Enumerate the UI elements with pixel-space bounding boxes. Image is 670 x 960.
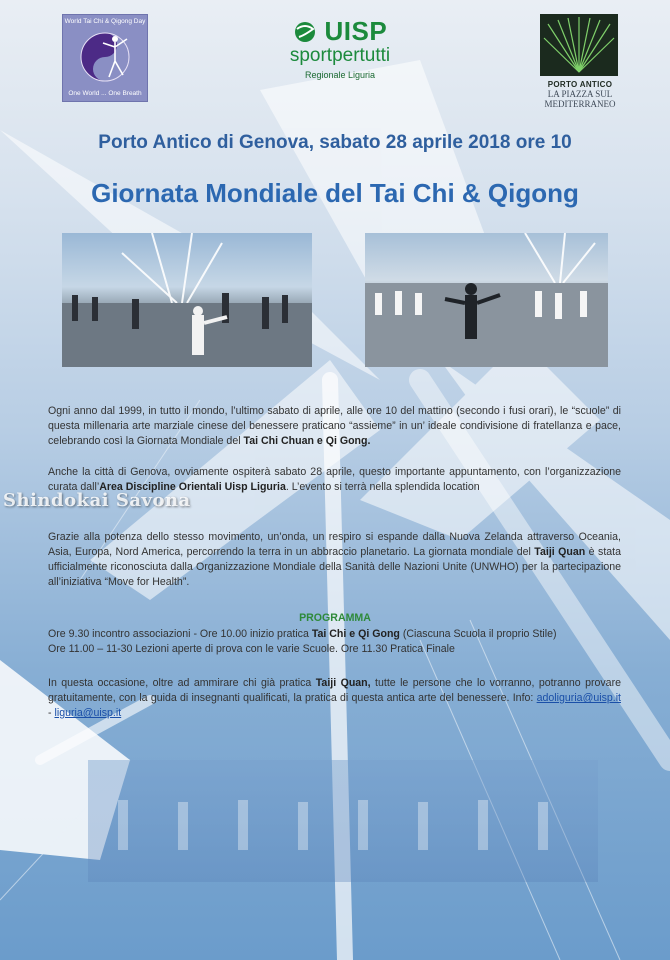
paragraph-world-wave [48, 530, 621, 590]
para3-bold: Taiji Quan [534, 546, 586, 558]
uisp-tagline: sportpertutti [289, 45, 391, 66]
para3-text: Grazie alla potenza dello stesso movimento, un’onda, un respiro si espande dalla Nuova Zelanda attraverso Oceania, Asia, Europa, Nord America, percorrendo la terra in un abbraccio planetario. La giornata mondiale del [48, 531, 621, 558]
tai-chi-scene-right [365, 233, 608, 367]
event-title: Giornata Mondiale del Tai Chi & Qigong [91, 178, 579, 208]
logo-bottom-text: One World ... One Breath [68, 90, 142, 97]
yin-yang-figure-icon [75, 29, 137, 85]
paragraph-info [48, 676, 621, 721]
logo-top-text: World Tai Chi & Qigong Day [64, 18, 146, 25]
tai-chi-scene-left [62, 233, 312, 367]
paragraph-intro [48, 404, 621, 449]
prog-bold: Tai Chi e Qi Gong [311, 628, 400, 640]
sunburst-icon [540, 14, 618, 76]
photo-tai-chi-group-left [62, 233, 312, 367]
tai-chi-silhouettes [88, 760, 598, 882]
email-link-liguria[interactable]: liguria@uisp.it [54, 707, 122, 719]
para2-text-end: . L’evento si terrà nella splendida location [285, 481, 480, 493]
para5-text-end: tutte le persone che lo vorranno, potranno provare gratuitamente, con la guida di insegnanti qualificati, la pratica di questa antica arte del benessere. Info: [48, 677, 621, 704]
photo-tai-chi-group-right [365, 233, 608, 367]
para2-bold: Area Discipline Orientali Uisp Liguria [99, 481, 286, 493]
porto-antico-logo [540, 14, 620, 114]
programma-schedule [48, 627, 621, 657]
prog-line-2: Ore 11.00 – 11-30 Lezioni aperte di prova con le varie Scuole. Ore 11.30 Pratica Finale [48, 643, 455, 655]
watermark-text: Shindokai Savona [3, 490, 191, 511]
prog-text: Ore 9.30 incontro associazioni - Ore 10.00 inizio pratica [48, 628, 312, 640]
uisp-region: Regionale Liguria [304, 70, 376, 80]
porto-antico-subtitle-2: MEDITERRANEO [544, 99, 616, 109]
email-separator: - [48, 707, 55, 719]
programma-heading: PROGRAMMA [299, 612, 371, 624]
uisp-brand-text: UISP [324, 16, 388, 46]
event-date-line: Porto Antico di Genova, sabato 28 aprile 2018 ore 10 [98, 132, 572, 153]
para5-text: In questa occasione, oltre ad ammirare chi già pratica [48, 677, 316, 689]
para1-bold: Tai Chi Chuan e Qi Gong. [243, 435, 371, 447]
para2-text: Anche la città di Genova, ovviamente ospiterà sabato 28 aprile, questo importante appuntamento, con l’organizzazione curata dall’ [48, 466, 621, 493]
photo-tai-chi-line-faded [88, 760, 598, 882]
uisp-logo [270, 16, 410, 100]
para5-bold: Taiji Quan, [315, 677, 371, 689]
porto-antico-emblem [540, 14, 618, 76]
world-tai-chi-day-logo [62, 14, 148, 102]
porto-antico-name: PORTO ANTICO [547, 80, 613, 89]
email-link-adoliguria[interactable]: adoliguria@uisp.it [536, 692, 621, 704]
uisp-globe-icon [293, 21, 317, 43]
para1-text: Ogni anno dal 1999, in tutto il mondo, l’ultimo sabato di aprile, alle ore 10 del mattino (secondo i fusi orari), le “scuole” di questa millenaria arte marziale cinese del benessere praticano “assieme” in un’ ideale condivisione di fratellanza e pace, celebrando così la Giornata Mondiale del [48, 405, 621, 447]
uisp-brand-row [270, 16, 410, 47]
para3-text-end: è stata ufficialmente riconosciuta dalla Organizzazione Mondiale della Sanità delle Nazioni Unite (UNWHO) per la partecipazione all’iniziativa “Move for Health”. [48, 546, 621, 588]
prog-text-end: (Ciascuna Scuola il proprio Stile) [399, 628, 557, 640]
porto-antico-subtitle-1: LA PIAZZA SUL [547, 89, 613, 99]
